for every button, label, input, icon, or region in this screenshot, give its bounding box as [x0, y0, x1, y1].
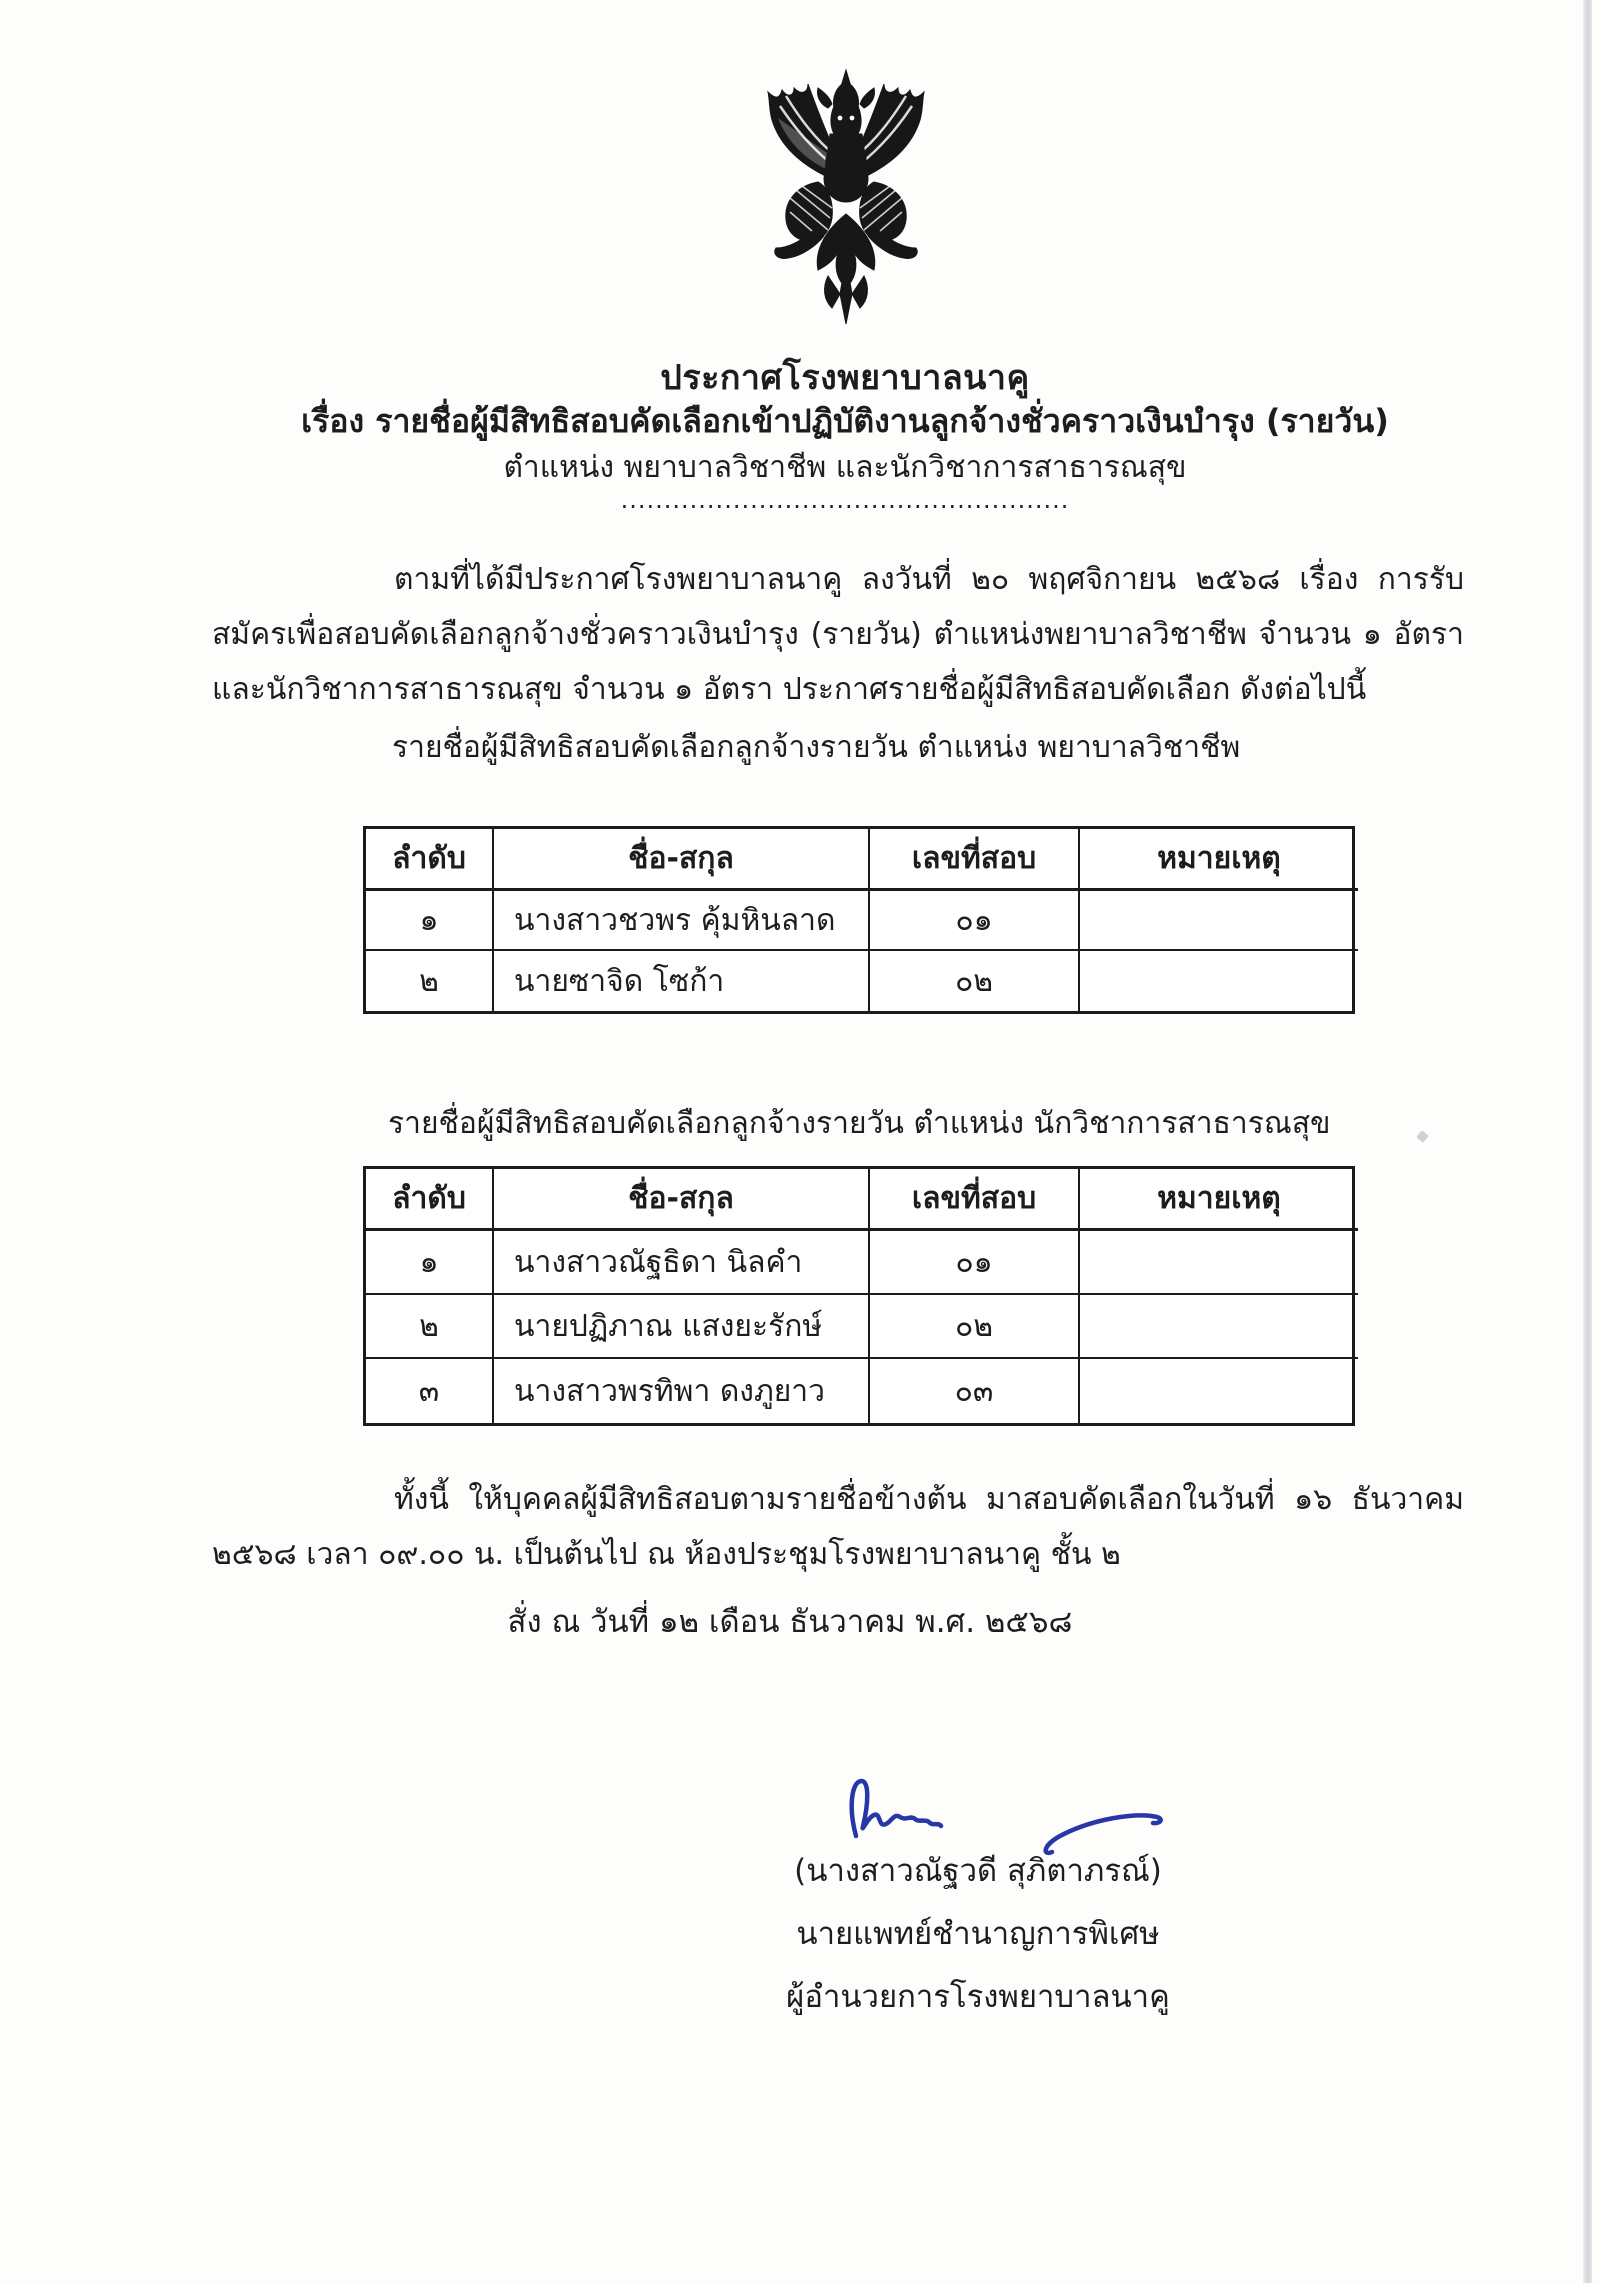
table-1-heading: รายชื่อผู้มีสิทธิสอบคัดเลือกลูกจ้างรายวัน ตำแหน่ง พยาบาลวิชาชีพ [392, 730, 1241, 765]
exam-number-cell: ๐๒ [870, 951, 1080, 1011]
column-header: เลขที่สอบ [870, 1169, 1080, 1231]
intro-paragraph: ตามที่ได้มีประกาศโรงพยาบาลนาคู ลงวันที่ ๒๐ พฤศจิกายน ๒๕๖๘ เรื่อง การรับสมัครเพื่อสอบคัดเลือกลูกจ้างชั่วคราวเงินบำรุง (รายวัน) ตำแหน่งพยาบาลวิชาชีพ จำนวน ๑ อัตรา และนักวิชาการสาธารณสุข จำนวน ๑ อัตรา ประกาศรายชื่อผู้มีสิทธิสอบคัดเลือก ดังต่อไปนี้ [212, 562, 1464, 707]
column-header: หมายเหตุ [1080, 829, 1358, 891]
dotted-divider: .................................................... [620, 486, 1070, 514]
candidate-table-public-health [363, 1166, 1355, 1426]
row-number-cell: ๒ [366, 1295, 494, 1359]
scan-speck [1416, 1130, 1429, 1143]
note-cell [1080, 1295, 1358, 1359]
column-header: เลขที่สอบ [870, 829, 1080, 891]
candidate-table-nurse [363, 826, 1355, 1014]
signatory-position-2: ผู้อำนวยการโรงพยาบาลนาคู [786, 1979, 1170, 2015]
note-cell [1080, 1359, 1358, 1423]
column-header: ชื่อ-สกุล [494, 829, 870, 891]
exam-number-cell: ๐๑ [870, 891, 1080, 951]
column-header: ลำดับ [366, 829, 494, 891]
row-number-cell: ๑ [366, 1231, 494, 1295]
exam-number-cell: ๐๒ [870, 1295, 1080, 1359]
row-number-cell: ๒ [366, 951, 494, 1011]
closing-paragraph: ทั้งนี้ ให้บุคคลผู้มีสิทธิสอบตามรายชื่อข้างต้น มาสอบคัดเลือกในวันที่ ๑๖ ธันวาคม ๒๕๖๘ เวลา ๐๙.๐๐ น. เป็นต้นไป ณ ห้องประชุมโรงพยาบาลนาคู ชั้น ๒ [212, 1482, 1464, 1572]
garuda-emblem-icon [756, 62, 936, 334]
note-cell [1080, 1231, 1358, 1295]
candidate-name-cell: นางสาวพรทิพา ดงภูยาว [494, 1359, 870, 1423]
column-header: ชื่อ-สกุล [494, 1169, 870, 1231]
row-number-cell: ๓ [366, 1359, 494, 1423]
scan-edge-line [1583, 0, 1592, 2283]
note-cell [1080, 951, 1358, 1011]
candidate-name-cell: นายซาจิด โซก้า [494, 951, 870, 1011]
document-title: ประกาศโรงพยาบาลนาคู [660, 358, 1030, 398]
column-header: หมายเหตุ [1080, 1169, 1358, 1231]
exam-number-cell: ๐๓ [870, 1359, 1080, 1423]
candidate-name-cell: นางสาวชวพร คุ้มหินลาด [494, 891, 870, 951]
document-subject-line: เรื่อง รายชื่อผู้มีสิทธิสอบคัดเลือกเข้าปฏิบัติงานลูกจ้างชั่วคราวเงินบำรุง (รายวัน) [301, 402, 1389, 440]
exam-number-cell: ๐๑ [870, 1231, 1080, 1295]
note-cell [1080, 891, 1358, 951]
column-header: ลำดับ [366, 1169, 494, 1231]
candidate-name-cell: นางสาวณัฐธิดา นิลคำ [494, 1231, 870, 1295]
candidate-name-cell: นายปฏิภาณ แสงยะรักษ์ [494, 1295, 870, 1359]
order-date-line: สั่ง ณ วันที่ ๑๒ เดือน ธันวาคม พ.ศ. ๒๕๖๘ [507, 1604, 1073, 1640]
signatory-position-1: นายแพทย์ชำนาญการพิเศษ [796, 1916, 1160, 1952]
document-positions-line: ตำแหน่ง พยาบาลวิชาชีพ และนักวิชาการสาธารณสุข [503, 450, 1187, 485]
signatory-name: (นางสาวณัฐวดี สุภิตาภรณ์) [794, 1853, 1162, 1889]
signatory-block [778, 1840, 1178, 2029]
table-2-heading: รายชื่อผู้มีสิทธิสอบคัดเลือกลูกจ้างรายวัน ตำแหน่ง นักวิชาการสาธารณสุข [388, 1106, 1331, 1141]
row-number-cell: ๑ [366, 891, 494, 951]
